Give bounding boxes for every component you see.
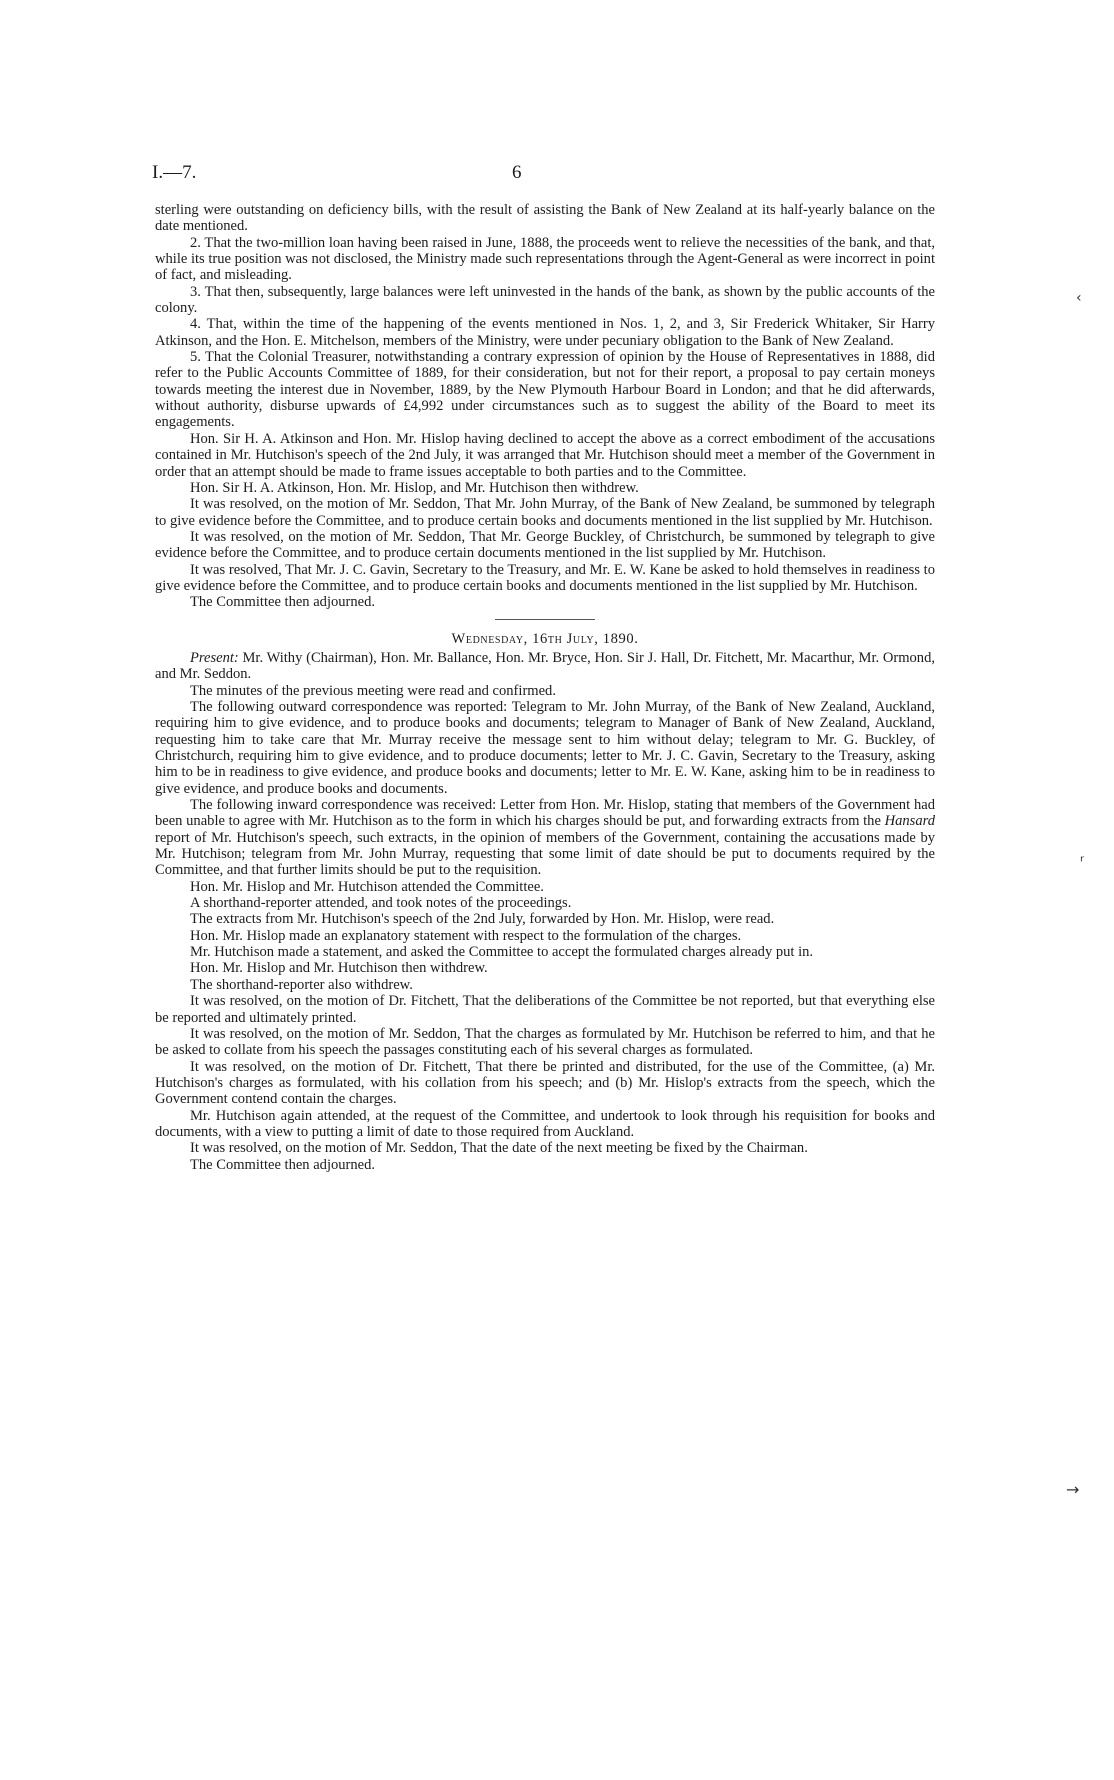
page-header: [140, 162, 920, 186]
paragraph: It was resolved, on the motion of Mr. Seddon, That the date of the next meeting be fixed by the Chairman.: [190, 1140, 808, 1157]
paragraph-text: The following inward correspondence was received: Letter from Hon. Mr. Hislop, stating that members of the Government had been unable to agree with Mr. Hutchison as to the form in which his charges should be put, and forwarding extracts from the: [155, 797, 935, 830]
paragraph: The Committee then adjourned.: [190, 1156, 376, 1173]
paragraph: Hon. Mr. Hislop and Mr. Hutchison attended the Committee.: [190, 878, 544, 895]
paragraph: Hon. Mr. Hislop made an explanatory statement with respect to the formulation of the charges.: [190, 927, 742, 944]
present-list: Mr. Withy (Chairman), Hon. Mr. Ballance, Hon. Mr. Bryce, Hon. Sir J. Hall, Dr. Fitchett, Mr. Macarthur, Mr. Ormond, and Mr. Seddon.: [155, 649, 935, 683]
paragraph: The shorthand-reporter also withdrew.: [190, 976, 413, 993]
margin-mark: →: [1066, 1480, 1080, 1499]
page-number: 6: [512, 162, 522, 183]
paragraph: 3. That then, subsequently, large balances were left uninvested in the hands of the bank, as shown by the public accounts of the colony.: [155, 283, 935, 317]
paragraph: sterling were outstanding on deficiency bills, with the result of assisting the Bank of New Zealand at its half-yearly balance on the date mentioned.: [155, 202, 935, 235]
paragraph: [155, 797, 935, 879]
document-reference: I.—7.: [152, 162, 197, 183]
paragraph: 5. That the Colonial Treasurer, notwithstanding a contrary expression of opinion by the House of Representatives in 1888, did refer to the Public Accounts Committee of 1889, for their consideration, but not for their report, a proposal to pay certain moneys towards meeting the interest due in November, 1889, by the New Plymouth Harbour Board in London; and that he did afterwards, without authority, disburse upwards of £4,992 under circumstances such as to suggest the ability of the Board to meet its engagements.: [155, 349, 935, 431]
paragraph: 4. That, within the time of the happening of the events mentioned in Nos. 1, 2, and 3, Sir Frederick Whitaker, Sir Harry Atkinson, and the Hon. E. Mitchelson, members of the Ministry, were under pecuniary obligation to the Bank of New Zealand.: [155, 316, 935, 349]
paragraph: 2. That the two-million loan having been raised in June, 1888, the proceeds went to relieve the necessities of the bank, and that, while its true position was not disclosed, the Ministry made such representations through the Agent-General as were incorrect in point of fact, and misleading.: [155, 234, 935, 284]
margin-mark: ʳ: [1080, 852, 1085, 871]
present-label: Present:: [190, 649, 239, 666]
paragraph: The minutes of the previous meeting were read and confirmed.: [190, 682, 556, 699]
paragraph: The Committee then adjourned.: [190, 594, 376, 611]
paragraph: It was resolved, on the motion of Mr. Seddon, That Mr. John Murray, of the Bank of New Zealand, be summoned by telegraph to give evidence before the Committee, and to produce certain books and documents mentioned in the list supplied by Mr. Hutchison.: [155, 496, 935, 529]
hansard-title: Hansard: [884, 813, 935, 830]
paragraph: Mr. Hutchison again attended, at the request of the Committee, and undertook to look through his requisition for books and documents, with a view to putting a limit of date to those required from Auckland.: [155, 1107, 935, 1140]
paragraph: It was resolved, That Mr. J. C. Gavin, Secretary to the Treasury, and Mr. E. W. Kane be asked to hold themselves in readiness to give evidence before the Committee, and to produce certain books and documents mentioned in the list supplied by Mr. Hutchison.: [155, 561, 935, 594]
section-divider: [495, 619, 595, 620]
paragraph: A shorthand-reporter attended, and took notes of the proceedings.: [190, 895, 572, 912]
present-paragraph: [155, 650, 935, 683]
document-body: [155, 202, 935, 1173]
paragraph: It was resolved, on the motion of Mr. Seddon, That Mr. George Buckley, of Christchurch, be summoned by telegraph to give evidence before the Committee, and to produce certain documents mentioned in the list supplied by Mr. Hutchison.: [155, 528, 935, 562]
paragraph: The following outward correspondence was reported: Telegram to Mr. John Murray, of the Bank of New Zealand, Auckland, requiring him to give evidence, and to produce books and documents; telegram to Manager of Bank of New Zealand, Auckland, requesting him to take care that Mr. Murray receive the message sent to him without delay; telegram to Mr. G. Buckley, of Christchurch, requiring him to give evidence, and to produce documents; letter to Mr. J. C. Gavin, Secretary to the Treasury, asking him to be in readiness to give evidence, and produce books and documents; letter to Mr. E. W. Kane, asking him to be in readiness to give evidence, and produce books and documents.: [155, 698, 935, 797]
paragraph: The extracts from Mr. Hutchison's speech of the 2nd July, forwarded by Hon. Mr. Hislop, were read.: [190, 911, 775, 928]
paragraph: It was resolved, on the motion of Dr. Fitchett, That the deliberations of the Committee be not reported, but that everything else be reported and ultimately printed.: [155, 993, 935, 1026]
paragraph: Hon. Sir H. A. Atkinson and Hon. Mr. Hislop having declined to accept the above as a correct embodiment of the accusations contained in Mr. Hutchison's speech of the 2nd July, it was arranged that Mr. Hutchison should meet a member of the Government in order that an attempt should be made to frame issues acceptable to both parties and to the Committee.: [155, 430, 935, 480]
paragraph-text: report of Mr. Hutchison's speech, such extracts, in the opinion of members of the Government, containing the accusations made by Mr. Hutchison; telegram from Mr. John Murray, requesting that some limit of date should be put to documents required by the Committee, and that further limits should be put to the requisition.: [155, 829, 935, 879]
paragraph: It was resolved, on the motion of Mr. Seddon, That the charges as formulated by Mr. Hutchison be referred to him, and that he be asked to collate from his speech the passages constituting each of his several charges as formulated.: [155, 1025, 935, 1059]
margin-mark: ‹: [1076, 290, 1082, 306]
paragraph: It was resolved, on the motion of Dr. Fitchett, That there be printed and distributed, for the use of the Committee, (a) Mr. Hutchison's charges as formulated, with his collation from his speech; and (b) Mr. Hislop's extracts from the speech, which the Government contend contain the charges.: [155, 1058, 935, 1108]
paragraph: Hon. Mr. Hislop and Mr. Hutchison then withdrew.: [190, 960, 488, 977]
paragraph: Hon. Sir H. A. Atkinson, Hon. Mr. Hislop, and Mr. Hutchison then withdrew.: [190, 479, 639, 496]
paragraph: Mr. Hutchison made a statement, and asked the Committee to accept the formulated charges already put in.: [190, 944, 814, 961]
meeting-date-heading: Wednesday, 16th July, 1890.: [451, 630, 639, 647]
